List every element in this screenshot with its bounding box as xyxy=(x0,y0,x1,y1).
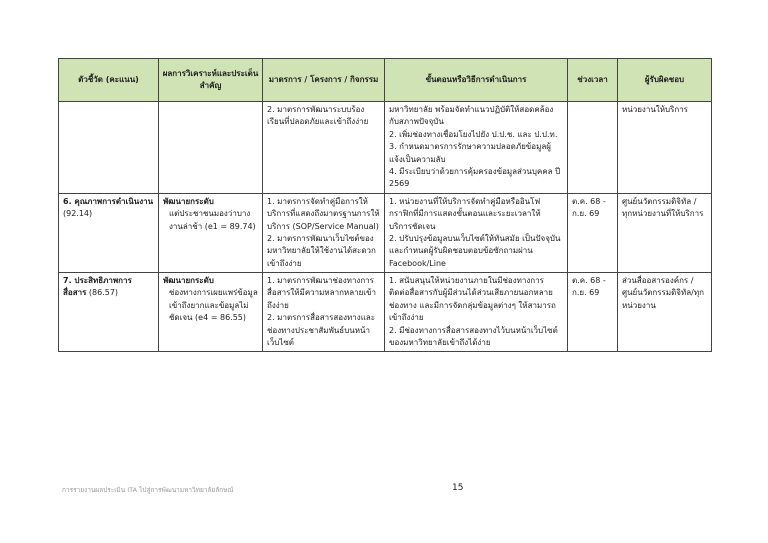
header-measures: มาตรการ / โครงการ / กิจกรรม xyxy=(263,59,385,102)
analysis-cell xyxy=(159,193,263,272)
measure-item: 2. มาตรการพัฒนาระบบร้องเรียนที่ปลอดภัยและเข้าถึงง่าย xyxy=(267,105,369,127)
table-row-indicator-7 xyxy=(59,273,712,352)
period-cell: ต.ค. 68 - ก.ย. 69 xyxy=(568,273,618,352)
step-item: 3. กำหนดมาตรการรักษาความปลอดภัยข้อมูลผู้แจ้งเป็นความลับ xyxy=(389,142,551,164)
indicator-score: (86.57) xyxy=(88,288,119,298)
step-item: 2. มีช่องทางการสื่อสารสองทางไว้บนหน้าเว็บไซต์ของมหาวิทยาลัยเข้าถึงได้ง่าย xyxy=(389,325,558,348)
document-page xyxy=(58,58,711,352)
period-cell xyxy=(568,102,618,194)
footer-text: การรายงานผลประเมิน ITA ไปสู่การพัฒนามหาวิทยาลัยลักษณ์ xyxy=(62,486,234,494)
analysis-text: ช่องทางการเผยแพร่ข้อมูลเข้าถึงยากและข้อมูลไม่ชัดเจน (e4 = 86.55) xyxy=(169,288,258,323)
page-number: 15 xyxy=(452,483,464,493)
analysis-cell xyxy=(159,102,263,194)
step-item: 1. หน่วยงานที่ให้บริการจัดทำคู่มือหรืออินโฟกราฟิกที่มีการแสดงขั้นตอนและระยะเวลาให้บริการชัดเจน xyxy=(389,196,541,231)
measures-cell xyxy=(263,273,385,352)
indicator-cell xyxy=(59,273,159,352)
steps-cell xyxy=(385,193,568,272)
steps-cell xyxy=(385,102,568,194)
header-steps: ขั้นตอนหรือวิธีการดำเนินการ xyxy=(385,59,568,102)
table-header-row xyxy=(59,59,712,102)
table-row-indicator-6 xyxy=(59,193,712,272)
analysis-text: แต่ประชาชนมองว่าบางงานล่าช้า (e1 = 89.74) xyxy=(169,209,256,231)
indicator-title: 6. คุณภาพการดำเนินงาน xyxy=(63,196,154,206)
step-item: 1. สนับสนุนให้หน่วยงานภายในมีช่องทางการติดต่อสื่อสารกับผู้มีส่วนได้ส่วนเสียภายนอกหลายช่องทาง และมีการจัดกลุ่มข้อมูลต่างๆ ให้สามารถเข้าถึงง่าย xyxy=(389,276,556,323)
period-cell: ต.ค. 68 - ก.ย. 69 xyxy=(568,193,618,272)
measure-item: 1. มาตรการพัฒนาช่องทางการสื่อสารให้มีความหลากหลายเข้าถึงง่าย xyxy=(267,276,376,310)
action-plan-table xyxy=(58,58,712,352)
responsible-cell: หน่วยงานให้บริการ xyxy=(618,102,712,194)
indicator-cell xyxy=(59,102,159,194)
header-responsible: ผู้รับผิดชอบ xyxy=(618,59,712,102)
header-indicator: ตัวชี้วัด (คะแนน) xyxy=(59,59,159,102)
step-item: 2. เพิ่มช่องทางเชื่อมโยงไปยัง ป.ป.ช. และ ป.ป.ท. xyxy=(389,129,558,139)
analysis-heading: พัฒนายกระดับ xyxy=(163,196,214,206)
indicator-score: (92.14) xyxy=(63,209,93,219)
measure-item: 2. มาตรการสื่อสารสองทางและช่องทางประชาสัมพันธ์บนหน้าเว็บไซต์ xyxy=(267,313,376,348)
responsible-cell: ศูนย์นวัตกรรมดิจิทัล / ทุกหน่วยงานที่ให้บริการ xyxy=(618,193,712,272)
step-item: มหาวิทยาลัย พร้อมจัดทำแนวปฏิบัติให้สอดคล้องกับสภาพปัจจุบัน xyxy=(389,105,554,127)
steps-cell xyxy=(385,273,568,352)
analysis-cell xyxy=(159,273,263,352)
measures-cell xyxy=(263,193,385,272)
responsible-cell: ส่วนสื่ออสารองค์กร /ศูนย์นวัตกรรมดิจิทัล/ทุกหน่วยงาน xyxy=(618,273,712,352)
indicator-title: 7. ประสิทธิภาพการสื่อสาร xyxy=(63,276,132,298)
indicator-cell xyxy=(59,193,159,272)
step-item: 2. ปรับปรุงข้อมูลบนเว็บไซต์ให้ทันสมัย เป็นปัจจุบัน และกำหนดผู้รับผิดชอบตอบข้อซักถามผ่าน Facebook/Line xyxy=(389,233,561,268)
step-item: 4. มีระเบียบว่าด้วยการคุ้มครองข้อมูลส่วนบุคคล ปี 2569 xyxy=(389,166,561,189)
header-period: ช่วงเวลา xyxy=(568,59,618,102)
table-row-continuation xyxy=(59,102,712,194)
measure-item: 2. มาตรการพัฒนาเว็บไซต์ของมหาวิทยาลัยให้ใช้งานได้สะดวกเข้าถึงง่าย xyxy=(267,233,376,268)
measure-item: 1. มาตรการจัดทำคู่มือการให้บริการที่แสดงถึงมาตรฐานการให้บริการ (SOP/Service Manual) xyxy=(267,196,380,231)
header-analysis: ผลการวิเคราะห์และประเด็นสำคัญ xyxy=(159,59,263,102)
measures-cell xyxy=(263,102,385,194)
analysis-heading: พัฒนายกระดับ xyxy=(163,276,214,286)
